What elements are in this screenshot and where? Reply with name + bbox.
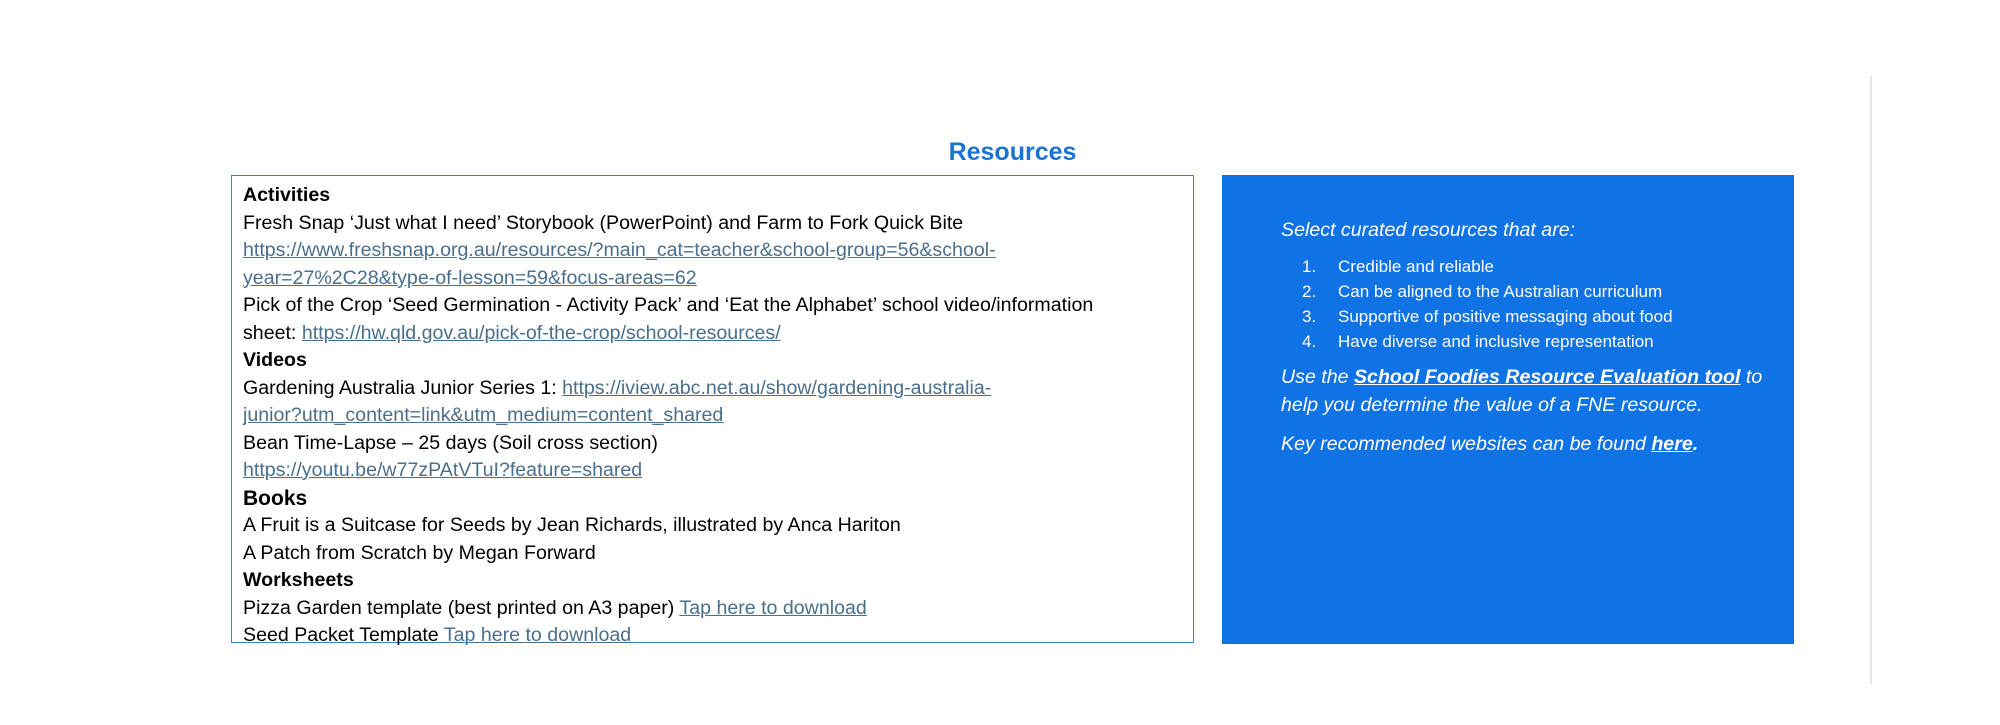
activity-item-2-link[interactable]: https://hw.qld.gov.au/pick-of-the-crop/school-resources/ xyxy=(301,321,781,344)
activities-heading: Activities xyxy=(243,184,331,206)
criteria-text: Can be aligned to the Australian curriculum xyxy=(1338,282,1663,301)
worksheet-item-2-download-link[interactable]: Tap here to download xyxy=(443,624,632,646)
resource-guidance-panel xyxy=(1222,175,1794,644)
activity-item-2-text: Pick of the Crop ‘Seed Germination - Activity Pack’ and ‘Eat the Alphabet’ school video/information xyxy=(243,294,1094,316)
page-edge-divider xyxy=(1870,76,1872,684)
book-item-1: A Fruit is a Suitcase for Seeds by Jean Richards, illustrated by Anca Hariton xyxy=(243,514,901,536)
criteria-text: Supportive of positive messaging about food xyxy=(1338,307,1673,326)
videos-heading: Videos xyxy=(243,349,307,371)
activity-item-1-text: Fresh Snap ‘Just what I need’ Storybook (PowerPoint) and Farm to Fork Quick Bite xyxy=(243,211,964,234)
evaluation-tool-link[interactable]: School Foodies Resource Evaluation tool xyxy=(1353,366,1741,388)
worksheets-heading: Worksheets xyxy=(243,569,354,591)
criteria-number: 3. xyxy=(1302,307,1317,326)
tool-suffix-text: to help you determine the value of a FNE resource. xyxy=(1281,366,1763,416)
criteria-item xyxy=(1281,329,1764,354)
worksheet-item-2-text: Seed Packet Template xyxy=(243,624,444,646)
worksheet-item-1-download-link[interactable]: Tap here to download xyxy=(679,596,867,619)
websites-suffix-text: . xyxy=(1692,433,1699,455)
criteria-number: 2. xyxy=(1302,282,1317,301)
guidance-intro: Select curated resources that are: xyxy=(1281,219,1576,241)
video-item-2-text: Bean Time-Lapse – 25 days (Soil cross section) xyxy=(243,431,658,454)
activity-item-1-link-line-2[interactable]: year=27%2C28&type-of-lesson=59&focus-areas=62 xyxy=(243,266,697,289)
websites-paragraph xyxy=(1281,431,1764,459)
criteria-number: 4. xyxy=(1302,332,1317,351)
criteria-item xyxy=(1281,279,1764,304)
resources-list-box xyxy=(231,175,1194,646)
activity-item-1-link-line-1[interactable]: https://www.freshsnap.org.au/resources/?main_cat=teacher&school-group=56&school- xyxy=(243,239,996,261)
activity-item-2-text-cont: sheet: xyxy=(243,321,302,344)
page-title: Resources xyxy=(948,138,1077,166)
video-item-1-link-line-1[interactable]: https://iview.abc.net.au/show/gardening-australia- xyxy=(562,376,992,399)
tool-prefix-text: Use the xyxy=(1281,366,1354,388)
books-heading: Books xyxy=(243,486,308,510)
worksheet-item-1-text: Pizza Garden template (best printed on A3 paper) xyxy=(243,596,680,619)
websites-prefix-text: Key recommended websites can be found xyxy=(1281,433,1652,455)
book-item-2: A Patch from Scratch by Megan Forward xyxy=(243,541,596,564)
criteria-item xyxy=(1281,304,1764,329)
criteria-text: Have diverse and inclusive representation xyxy=(1338,332,1654,351)
video-item-1-link-line-2[interactable]: junior?utm_content=link&utm_medium=content_shared xyxy=(243,404,724,426)
criteria-item xyxy=(1281,254,1764,279)
video-item-1-text: Gardening Australia Junior Series 1: xyxy=(243,376,563,399)
criteria-list xyxy=(1281,254,1764,354)
criteria-text: Credible and reliable xyxy=(1338,257,1494,276)
criteria-number: 1. xyxy=(1302,257,1317,276)
video-item-2-link[interactable]: https://youtu.be/w77zPAtVTuI?feature=shared xyxy=(243,459,643,481)
evaluation-tool-paragraph xyxy=(1281,364,1764,419)
websites-here-link[interactable]: here xyxy=(1651,433,1693,455)
